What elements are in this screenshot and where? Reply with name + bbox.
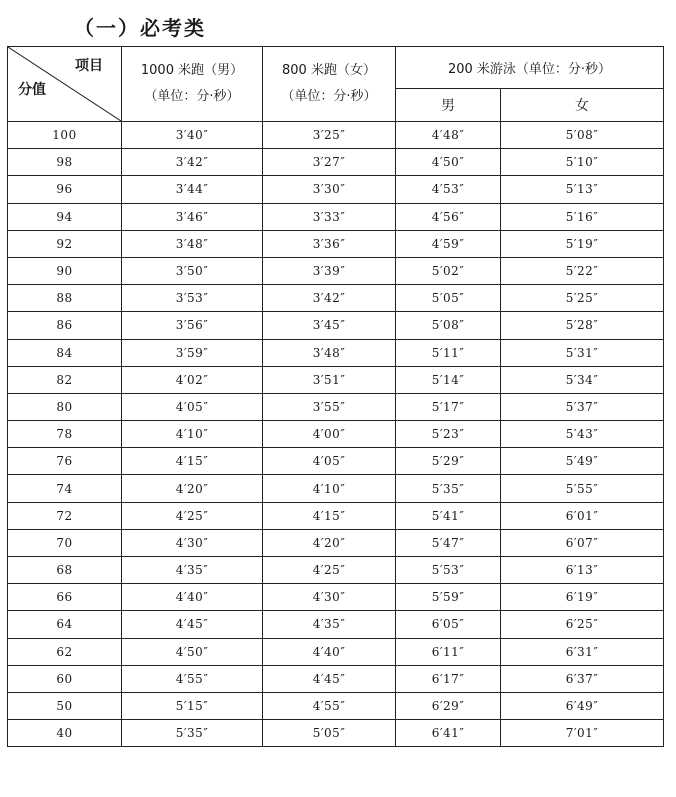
- time-800m-cell: 4′25″: [263, 557, 396, 584]
- time-swim-male-cell: 4′59″: [396, 230, 501, 257]
- time-1000m-cell: 3′48″: [122, 230, 263, 257]
- time-swim-female-cell: 5′19″: [501, 230, 664, 257]
- time-800m-cell: 4′40″: [263, 638, 396, 665]
- score-cell: 84: [8, 339, 122, 366]
- header-item-label: 项目: [75, 58, 103, 74]
- score-cell: 96: [8, 176, 122, 203]
- time-swim-female-cell: 6′07″: [501, 529, 664, 556]
- table-row: [8, 312, 664, 339]
- time-1000m-cell: 3′44″: [122, 176, 263, 203]
- header-200m-swim: 200 米游泳（单位：分·秒）: [396, 47, 664, 89]
- header-1000m-men: [122, 47, 263, 122]
- score-cell: 74: [8, 475, 122, 502]
- time-1000m-cell: 4′35″: [122, 557, 263, 584]
- time-1000m-cell: 4′20″: [122, 475, 263, 502]
- time-swim-male-cell: 5′59″: [396, 584, 501, 611]
- time-800m-cell: 4′05″: [263, 448, 396, 475]
- score-cell: 86: [8, 312, 122, 339]
- table-row: [8, 665, 664, 692]
- score-cell: 88: [8, 285, 122, 312]
- time-swim-male-cell: 5′05″: [396, 285, 501, 312]
- table-row: [8, 366, 664, 393]
- score-cell: 68: [8, 557, 122, 584]
- time-800m-cell: 4′35″: [263, 611, 396, 638]
- score-cell: 98: [8, 149, 122, 176]
- time-1000m-cell: 4′30″: [122, 529, 263, 556]
- time-swim-male-cell: 6′41″: [396, 720, 501, 747]
- score-cell: 64: [8, 611, 122, 638]
- time-swim-male-cell: 5′29″: [396, 448, 501, 475]
- time-swim-female-cell: 6′25″: [501, 611, 664, 638]
- time-1000m-cell: 4′45″: [122, 611, 263, 638]
- time-1000m-cell: 3′42″: [122, 149, 263, 176]
- time-swim-female-cell: 5′49″: [501, 448, 664, 475]
- time-1000m-cell: 3′59″: [122, 339, 263, 366]
- time-swim-male-cell: 4′48″: [396, 122, 501, 149]
- score-cell: 78: [8, 421, 122, 448]
- score-cell: 72: [8, 502, 122, 529]
- score-cell: 92: [8, 230, 122, 257]
- time-swim-male-cell: 6′05″: [396, 611, 501, 638]
- score-cell: 40: [8, 720, 122, 747]
- time-1000m-cell: 4′25″: [122, 502, 263, 529]
- table-row: [8, 638, 664, 665]
- time-swim-female-cell: 5′55″: [501, 475, 664, 502]
- table-row: [8, 421, 664, 448]
- table-row: [8, 122, 664, 149]
- time-swim-male-cell: 6′29″: [396, 692, 501, 719]
- score-cell: 90: [8, 257, 122, 284]
- time-swim-female-cell: 6′13″: [501, 557, 664, 584]
- time-1000m-cell: 4′10″: [122, 421, 263, 448]
- header-1000m-title: 1000 米跑（男）: [140, 63, 244, 78]
- time-swim-male-cell: 6′11″: [396, 638, 501, 665]
- time-swim-male-cell: 5′41″: [396, 502, 501, 529]
- time-800m-cell: 3′36″: [263, 230, 396, 257]
- table-row: [8, 285, 664, 312]
- time-800m-cell: 3′51″: [263, 366, 396, 393]
- time-1000m-cell: 3′40″: [122, 122, 263, 149]
- table-row: [8, 176, 664, 203]
- score-cell: 94: [8, 203, 122, 230]
- header-800m-unit: （单位：分·秒）: [281, 89, 377, 104]
- table-row: [8, 475, 664, 502]
- time-swim-female-cell: 6′01″: [501, 502, 664, 529]
- table-row: [8, 584, 664, 611]
- score-cell: 66: [8, 584, 122, 611]
- time-swim-female-cell: 5′43″: [501, 421, 664, 448]
- score-cell: 76: [8, 448, 122, 475]
- time-swim-female-cell: 6′31″: [501, 638, 664, 665]
- score-cell: 80: [8, 393, 122, 420]
- score-cell: 60: [8, 665, 122, 692]
- time-swim-male-cell: 5′11″: [396, 339, 501, 366]
- time-swim-male-cell: 5′35″: [396, 475, 501, 502]
- header-swim-female: 女: [501, 88, 664, 121]
- time-swim-female-cell: 5′10″: [501, 149, 664, 176]
- time-swim-female-cell: 5′13″: [501, 176, 664, 203]
- time-swim-female-cell: 5′31″: [501, 339, 664, 366]
- time-800m-cell: 3′42″: [263, 285, 396, 312]
- table-row: [8, 502, 664, 529]
- time-800m-cell: 3′39″: [263, 257, 396, 284]
- time-swim-female-cell: 7′01″: [501, 720, 664, 747]
- time-800m-cell: 4′30″: [263, 584, 396, 611]
- time-swim-male-cell: 5′02″: [396, 257, 501, 284]
- time-swim-female-cell: 5′25″: [501, 285, 664, 312]
- table-row: [8, 611, 664, 638]
- header-swim-male: 男: [396, 88, 501, 121]
- header-score-label: 分值: [18, 82, 46, 98]
- table-row: [8, 149, 664, 176]
- time-800m-cell: 3′27″: [263, 149, 396, 176]
- header-1000m-unit: （单位：分·秒）: [144, 89, 240, 104]
- time-swim-female-cell: 6′49″: [501, 692, 664, 719]
- time-1000m-cell: 3′56″: [122, 312, 263, 339]
- time-800m-cell: 4′10″: [263, 475, 396, 502]
- time-swim-male-cell: 5′17″: [396, 393, 501, 420]
- time-800m-cell: 5′05″: [263, 720, 396, 747]
- time-swim-female-cell: 6′19″: [501, 584, 664, 611]
- time-swim-female-cell: 5′16″: [501, 203, 664, 230]
- table-row: [8, 203, 664, 230]
- time-800m-cell: 3′30″: [263, 176, 396, 203]
- table-row: [8, 557, 664, 584]
- time-swim-male-cell: 6′17″: [396, 665, 501, 692]
- table-row: [8, 448, 664, 475]
- time-swim-male-cell: 4′50″: [396, 149, 501, 176]
- time-1000m-cell: 4′55″: [122, 665, 263, 692]
- time-1000m-cell: 5′15″: [122, 692, 263, 719]
- time-swim-male-cell: 5′23″: [396, 421, 501, 448]
- time-swim-male-cell: 5′53″: [396, 557, 501, 584]
- time-swim-female-cell: 6′37″: [501, 665, 664, 692]
- time-swim-female-cell: 5′34″: [501, 366, 664, 393]
- time-800m-cell: 3′33″: [263, 203, 396, 230]
- time-swim-male-cell: 5′47″: [396, 529, 501, 556]
- time-1000m-cell: 4′50″: [122, 638, 263, 665]
- time-swim-male-cell: 5′08″: [396, 312, 501, 339]
- time-swim-female-cell: 5′28″: [501, 312, 664, 339]
- time-swim-female-cell: 5′37″: [501, 393, 664, 420]
- table-row: [8, 720, 664, 747]
- table-row: [8, 230, 664, 257]
- table-row: [8, 257, 664, 284]
- header-800m-women: [263, 47, 396, 122]
- time-1000m-cell: 5′35″: [122, 720, 263, 747]
- table-row: [8, 393, 664, 420]
- time-1000m-cell: 3′53″: [122, 285, 263, 312]
- section-title: （一）必考类: [74, 16, 206, 40]
- time-swim-male-cell: 4′53″: [396, 176, 501, 203]
- time-800m-cell: 4′00″: [263, 421, 396, 448]
- score-cell: 50: [8, 692, 122, 719]
- header-800m-title: 800 米跑（女）: [282, 63, 376, 78]
- time-swim-male-cell: 5′14″: [396, 366, 501, 393]
- time-swim-female-cell: 5′08″: [501, 122, 664, 149]
- score-table: [7, 46, 664, 747]
- table-row: [8, 529, 664, 556]
- time-1000m-cell: 4′05″: [122, 393, 263, 420]
- time-800m-cell: 4′55″: [263, 692, 396, 719]
- time-800m-cell: 3′48″: [263, 339, 396, 366]
- score-cell: 82: [8, 366, 122, 393]
- table-row: [8, 692, 664, 719]
- time-1000m-cell: 4′15″: [122, 448, 263, 475]
- score-cell: 62: [8, 638, 122, 665]
- score-cell: 100: [8, 122, 122, 149]
- time-1000m-cell: 4′02″: [122, 366, 263, 393]
- time-1000m-cell: 3′46″: [122, 203, 263, 230]
- time-800m-cell: 3′55″: [263, 393, 396, 420]
- time-1000m-cell: 3′50″: [122, 257, 263, 284]
- time-800m-cell: 4′15″: [263, 502, 396, 529]
- score-cell: 70: [8, 529, 122, 556]
- time-1000m-cell: 4′40″: [122, 584, 263, 611]
- diagonal-header-cell: [8, 47, 122, 122]
- table-row: [8, 339, 664, 366]
- time-800m-cell: 4′20″: [263, 529, 396, 556]
- time-swim-female-cell: 5′22″: [501, 257, 664, 284]
- time-800m-cell: 3′25″: [263, 122, 396, 149]
- time-800m-cell: 4′45″: [263, 665, 396, 692]
- time-swim-male-cell: 4′56″: [396, 203, 501, 230]
- time-800m-cell: 3′45″: [263, 312, 396, 339]
- table-body: [8, 122, 664, 747]
